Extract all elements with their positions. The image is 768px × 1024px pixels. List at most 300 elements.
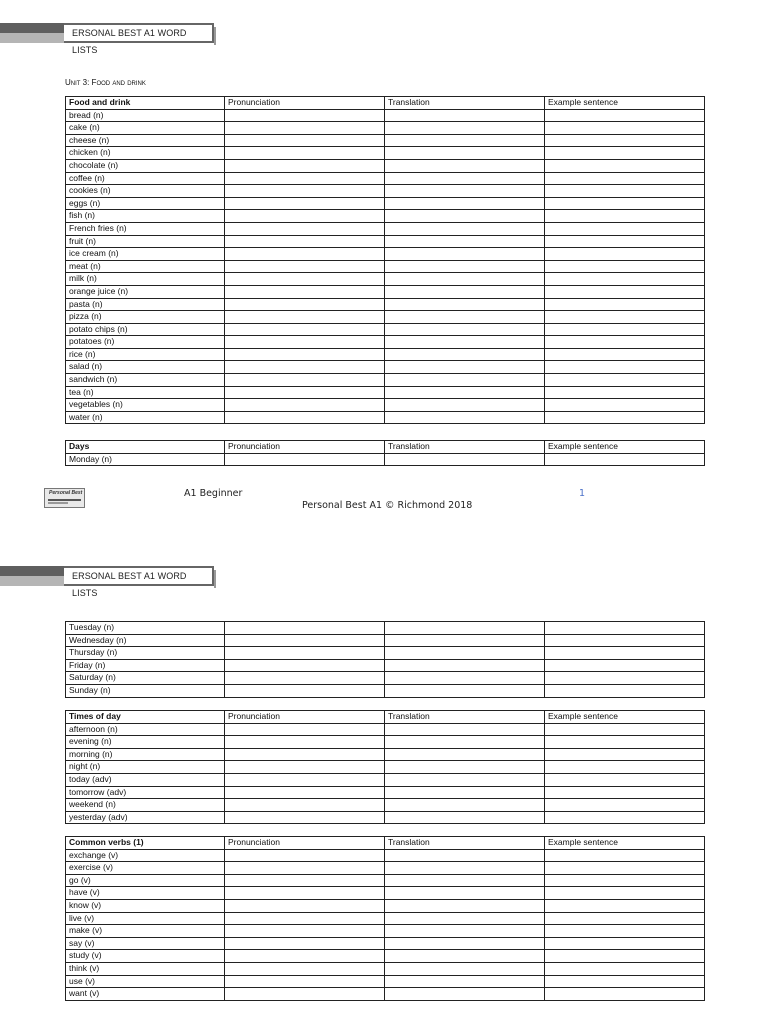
table-row	[66, 862, 705, 875]
word-cell: meat (n)	[66, 260, 225, 273]
pronunciation-cell[interactable]	[225, 659, 385, 672]
pronunciation-cell[interactable]	[225, 899, 385, 912]
pronunciation-cell[interactable]	[225, 975, 385, 988]
example-sentence-cell[interactable]	[545, 323, 705, 336]
table-row	[66, 453, 705, 466]
translation-cell[interactable]	[385, 975, 545, 988]
header-stripe-dark	[0, 566, 64, 576]
translation-cell[interactable]	[385, 386, 545, 399]
example-sentence-cell[interactable]	[545, 298, 705, 311]
example-sentence-cell[interactable]	[545, 988, 705, 1001]
table-row	[66, 799, 705, 812]
example-sentence-cell[interactable]	[545, 811, 705, 824]
pronunciation-cell[interactable]	[225, 374, 385, 387]
example-sentence-cell[interactable]	[545, 723, 705, 736]
example-sentence-cell[interactable]	[545, 336, 705, 349]
translation-cell[interactable]	[385, 647, 545, 660]
table-row	[66, 786, 705, 799]
table-row	[66, 811, 705, 824]
translation-cell[interactable]	[385, 399, 545, 412]
translation-cell[interactable]	[385, 773, 545, 786]
pronunciation-cell[interactable]	[225, 988, 385, 1001]
translation-cell[interactable]	[385, 147, 545, 160]
translation-cell[interactable]	[385, 684, 545, 697]
translation-cell[interactable]	[385, 799, 545, 812]
translation-cell[interactable]	[385, 273, 545, 286]
translation-cell[interactable]	[385, 134, 545, 147]
table-row	[66, 197, 705, 210]
table-row	[66, 248, 705, 261]
example-sentence-cell[interactable]	[545, 374, 705, 387]
translation-cell[interactable]	[385, 723, 545, 736]
translation-cell[interactable]	[385, 874, 545, 887]
pronunciation-cell[interactable]	[225, 862, 385, 875]
word-cell: morning (n)	[66, 748, 225, 761]
header-stripe-light	[0, 576, 64, 586]
translation-cell[interactable]	[385, 988, 545, 1001]
word-cell: Wednesday (n)	[66, 634, 225, 647]
pronunciation-cell[interactable]	[225, 172, 385, 185]
example-sentence-cell[interactable]	[545, 210, 705, 223]
example-sentence-cell[interactable]	[545, 185, 705, 198]
table-row	[66, 736, 705, 749]
table-row	[66, 122, 705, 135]
pronunciation-cell[interactable]	[225, 311, 385, 324]
pronunciation-cell[interactable]	[225, 874, 385, 887]
word-cell: tomorrow (adv)	[66, 786, 225, 799]
translation-cell[interactable]	[385, 122, 545, 135]
example-sentence-cell[interactable]	[545, 912, 705, 925]
table-row	[66, 672, 705, 685]
translation-cell[interactable]	[385, 222, 545, 235]
example-sentence-cell[interactable]	[545, 197, 705, 210]
table-heading: Days	[66, 441, 225, 454]
word-cell: have (v)	[66, 887, 225, 900]
translation-cell[interactable]	[385, 811, 545, 824]
table-header-row	[66, 837, 705, 850]
example-sentence-cell[interactable]	[545, 260, 705, 273]
pronunciation-cell[interactable]	[225, 799, 385, 812]
word-cell: evening (n)	[66, 736, 225, 749]
example-sentence-cell[interactable]	[545, 937, 705, 950]
word-cell: pasta (n)	[66, 298, 225, 311]
footer-level: A1 Beginner	[184, 488, 243, 499]
word-cell: Friday (n)	[66, 659, 225, 672]
translation-cell[interactable]	[385, 786, 545, 799]
word-cell: coffee (n)	[66, 172, 225, 185]
table-row	[66, 348, 705, 361]
pronunciation-cell[interactable]	[225, 723, 385, 736]
example-sentence-cell[interactable]	[545, 134, 705, 147]
word-cell: pizza (n)	[66, 311, 225, 324]
word-cell: make (v)	[66, 925, 225, 938]
word-cell: ice cream (n)	[66, 248, 225, 261]
header-title: ERSONAL BEST A1 WORD LISTS	[64, 23, 214, 43]
word-cell: exchange (v)	[66, 849, 225, 862]
table-row	[66, 386, 705, 399]
table-row	[66, 647, 705, 660]
example-sentence-cell[interactable]	[545, 736, 705, 749]
table-row	[66, 411, 705, 424]
table-row	[66, 222, 705, 235]
translation-header: Translation	[385, 837, 545, 850]
word-cell: Sunday (n)	[66, 684, 225, 697]
translation-cell[interactable]	[385, 622, 545, 635]
example-sentence-cell[interactable]	[545, 849, 705, 862]
word-cell: potato chips (n)	[66, 323, 225, 336]
example-sentence-cell[interactable]	[545, 147, 705, 160]
translation-cell[interactable]	[385, 197, 545, 210]
table-row	[66, 260, 705, 273]
word-cell: Thursday (n)	[66, 647, 225, 660]
table-row	[66, 748, 705, 761]
translation-cell[interactable]	[385, 962, 545, 975]
translation-header: Translation	[385, 711, 545, 724]
translation-cell[interactable]	[385, 887, 545, 900]
table-row	[66, 849, 705, 862]
example-sentence-cell[interactable]	[545, 248, 705, 261]
table-row	[66, 185, 705, 198]
example-sentence-cell[interactable]	[545, 109, 705, 122]
example-sentence-cell[interactable]	[545, 399, 705, 412]
word-cell: fish (n)	[66, 210, 225, 223]
translation-cell[interactable]	[385, 248, 545, 261]
word-cell: rice (n)	[66, 348, 225, 361]
pronunciation-cell[interactable]	[225, 159, 385, 172]
days-continued-table	[65, 621, 705, 698]
word-cell: night (n)	[66, 761, 225, 774]
pronunciation-header: Pronunciation	[225, 837, 385, 850]
table-row	[66, 374, 705, 387]
table-row	[66, 134, 705, 147]
table-row	[66, 399, 705, 412]
translation-cell[interactable]	[385, 348, 545, 361]
pronunciation-cell[interactable]	[225, 248, 385, 261]
page-header	[0, 566, 768, 598]
pronunciation-cell[interactable]	[225, 849, 385, 862]
table-header-row	[66, 97, 705, 110]
table-row	[66, 159, 705, 172]
pronunciation-cell[interactable]	[225, 937, 385, 950]
pronunciation-cell[interactable]	[225, 109, 385, 122]
translation-cell[interactable]	[385, 210, 545, 223]
pronunciation-cell[interactable]	[225, 147, 385, 160]
times-of-day-table	[65, 710, 705, 824]
example-sentence-cell[interactable]	[545, 122, 705, 135]
pronunciation-cell[interactable]	[225, 736, 385, 749]
example-sentence-cell[interactable]	[545, 761, 705, 774]
table-row	[66, 172, 705, 185]
word-cell: think (v)	[66, 962, 225, 975]
table-row	[66, 659, 705, 672]
pronunciation-cell[interactable]	[225, 134, 385, 147]
example-sentence-header: Example sentence	[545, 97, 705, 110]
table-row	[66, 235, 705, 248]
word-cell: use (v)	[66, 975, 225, 988]
translation-cell[interactable]	[385, 159, 545, 172]
example-sentence-cell[interactable]	[545, 235, 705, 248]
pronunciation-cell[interactable]	[225, 950, 385, 963]
translation-cell[interactable]	[385, 374, 545, 387]
table-heading: Common verbs (1)	[66, 837, 225, 850]
word-cell: Tuesday (n)	[66, 622, 225, 635]
pronunciation-cell[interactable]	[225, 684, 385, 697]
pronunciation-cell[interactable]	[225, 285, 385, 298]
footer-page-number: 1	[579, 488, 586, 499]
word-cell: live (v)	[66, 912, 225, 925]
word-cell: study (v)	[66, 950, 225, 963]
pronunciation-cell[interactable]	[225, 887, 385, 900]
pronunciation-cell[interactable]	[225, 647, 385, 660]
example-sentence-cell[interactable]	[545, 950, 705, 963]
word-cell: weekend (n)	[66, 799, 225, 812]
pronunciation-cell[interactable]	[225, 622, 385, 635]
example-sentence-cell[interactable]	[545, 622, 705, 635]
pronunciation-cell[interactable]	[225, 361, 385, 374]
table-row	[66, 874, 705, 887]
example-sentence-header: Example sentence	[545, 441, 705, 454]
word-cell: yesterday (adv)	[66, 811, 225, 824]
table-row	[66, 975, 705, 988]
table-row	[66, 723, 705, 736]
example-sentence-cell[interactable]	[545, 273, 705, 286]
word-cell: cake (n)	[66, 122, 225, 135]
word-cell: fruit (n)	[66, 235, 225, 248]
word-cell: Saturday (n)	[66, 672, 225, 685]
word-cell: bread (n)	[66, 109, 225, 122]
translation-cell[interactable]	[385, 950, 545, 963]
word-cell: French fries (n)	[66, 222, 225, 235]
pronunciation-cell[interactable]	[225, 222, 385, 235]
translation-cell[interactable]	[385, 361, 545, 374]
example-sentence-header: Example sentence	[545, 837, 705, 850]
translation-cell[interactable]	[385, 411, 545, 424]
pronunciation-cell[interactable]	[225, 386, 385, 399]
translation-cell[interactable]	[385, 311, 545, 324]
pronunciation-cell[interactable]	[225, 298, 385, 311]
word-cell: chocolate (n)	[66, 159, 225, 172]
table-row	[66, 361, 705, 374]
days-table	[65, 440, 705, 466]
translation-cell[interactable]	[385, 235, 545, 248]
example-sentence-cell[interactable]	[545, 672, 705, 685]
example-sentence-cell[interactable]	[545, 975, 705, 988]
table-row	[66, 925, 705, 938]
word-cell: cheese (n)	[66, 134, 225, 147]
pronunciation-cell[interactable]	[225, 411, 385, 424]
pronunciation-cell[interactable]	[225, 235, 385, 248]
table-row	[66, 311, 705, 324]
translation-cell[interactable]	[385, 634, 545, 647]
example-sentence-cell[interactable]	[545, 887, 705, 900]
translation-cell[interactable]	[385, 659, 545, 672]
translation-cell[interactable]	[385, 672, 545, 685]
pronunciation-cell[interactable]	[225, 672, 385, 685]
pronunciation-cell[interactable]	[225, 336, 385, 349]
table-row	[66, 761, 705, 774]
pronunciation-cell[interactable]	[225, 122, 385, 135]
table-heading: Times of day	[66, 711, 225, 724]
translation-header: Translation	[385, 441, 545, 454]
word-cell: tea (n)	[66, 386, 225, 399]
logo-text: Personal Best	[49, 490, 83, 496]
example-sentence-cell[interactable]	[545, 748, 705, 761]
translation-cell[interactable]	[385, 109, 545, 122]
table-row	[66, 937, 705, 950]
table-row	[66, 912, 705, 925]
word-cell: salad (n)	[66, 361, 225, 374]
word-cell: orange juice (n)	[66, 285, 225, 298]
example-sentence-cell[interactable]	[545, 386, 705, 399]
pronunciation-header: Pronunciation	[225, 97, 385, 110]
translation-cell[interactable]	[385, 453, 545, 466]
word-cell: potatoes (n)	[66, 336, 225, 349]
table-row	[66, 899, 705, 912]
common-verbs-table	[65, 836, 705, 1001]
pronunciation-cell[interactable]	[225, 260, 385, 273]
table-row	[66, 336, 705, 349]
pronunciation-cell[interactable]	[225, 912, 385, 925]
translation-cell[interactable]	[385, 285, 545, 298]
header-stripe-dark	[0, 23, 64, 33]
word-cell: know (v)	[66, 899, 225, 912]
word-cell: say (v)	[66, 937, 225, 950]
table-header-row	[66, 711, 705, 724]
table-row	[66, 634, 705, 647]
pronunciation-cell[interactable]	[225, 197, 385, 210]
pronunciation-cell[interactable]	[225, 811, 385, 824]
table-row	[66, 147, 705, 160]
pronunciation-cell[interactable]	[225, 348, 385, 361]
pronunciation-cell[interactable]	[225, 786, 385, 799]
pronunciation-header: Pronunciation	[225, 711, 385, 724]
translation-cell[interactable]	[385, 323, 545, 336]
example-sentence-cell[interactable]	[545, 172, 705, 185]
table-row	[66, 109, 705, 122]
word-cell: Monday (n)	[66, 453, 225, 466]
example-sentence-cell[interactable]	[545, 634, 705, 647]
pronunciation-cell[interactable]	[225, 773, 385, 786]
table-header-row	[66, 441, 705, 454]
word-cell: eggs (n)	[66, 197, 225, 210]
table-row	[66, 298, 705, 311]
example-sentence-cell[interactable]	[545, 453, 705, 466]
pronunciation-cell[interactable]	[225, 399, 385, 412]
example-sentence-cell[interactable]	[545, 862, 705, 875]
word-cell: today (adv)	[66, 773, 225, 786]
translation-cell[interactable]	[385, 761, 545, 774]
example-sentence-header: Example sentence	[545, 711, 705, 724]
word-cell: cookies (n)	[66, 185, 225, 198]
translation-cell[interactable]	[385, 260, 545, 273]
table-heading: Food and drink	[66, 97, 225, 110]
word-cell: go (v)	[66, 874, 225, 887]
pronunciation-cell[interactable]	[225, 962, 385, 975]
translation-cell[interactable]	[385, 736, 545, 749]
table-row	[66, 273, 705, 286]
example-sentence-cell[interactable]	[545, 925, 705, 938]
table-row	[66, 962, 705, 975]
translation-cell[interactable]	[385, 748, 545, 761]
footer-copyright: Personal Best A1 © Richmond 2018	[302, 500, 473, 511]
translation-cell[interactable]	[385, 298, 545, 311]
pronunciation-cell[interactable]	[225, 210, 385, 223]
translation-cell[interactable]	[385, 336, 545, 349]
pronunciation-cell[interactable]	[225, 634, 385, 647]
example-sentence-cell[interactable]	[545, 684, 705, 697]
header-stripe-light	[0, 33, 64, 43]
word-cell: exercise (v)	[66, 862, 225, 875]
table-row	[66, 950, 705, 963]
pronunciation-header: Pronunciation	[225, 441, 385, 454]
translation-cell[interactable]	[385, 185, 545, 198]
header-title: ERSONAL BEST A1 WORD LISTS	[64, 566, 214, 586]
translation-cell[interactable]	[385, 172, 545, 185]
translation-cell[interactable]	[385, 912, 545, 925]
word-cell: vegetables (n)	[66, 399, 225, 412]
example-sentence-cell[interactable]	[545, 799, 705, 812]
personal-best-logo	[44, 488, 85, 508]
table-row	[66, 323, 705, 336]
translation-cell[interactable]	[385, 849, 545, 862]
example-sentence-cell[interactable]	[545, 659, 705, 672]
example-sentence-cell[interactable]	[545, 311, 705, 324]
table-row	[66, 622, 705, 635]
food-and-drink-table	[65, 96, 705, 424]
pronunciation-cell[interactable]	[225, 925, 385, 938]
example-sentence-cell[interactable]	[545, 159, 705, 172]
example-sentence-cell[interactable]	[545, 361, 705, 374]
pronunciation-cell[interactable]	[225, 453, 385, 466]
pronunciation-cell[interactable]	[225, 748, 385, 761]
page-header	[0, 23, 768, 55]
example-sentence-cell[interactable]	[545, 411, 705, 424]
word-cell: sandwich (n)	[66, 374, 225, 387]
example-sentence-cell[interactable]	[545, 773, 705, 786]
table-row	[66, 887, 705, 900]
word-cell: chicken (n)	[66, 147, 225, 160]
example-sentence-cell[interactable]	[545, 348, 705, 361]
example-sentence-cell[interactable]	[545, 962, 705, 975]
table-row	[66, 773, 705, 786]
example-sentence-cell[interactable]	[545, 899, 705, 912]
word-cell: milk (n)	[66, 273, 225, 286]
translation-cell[interactable]	[385, 899, 545, 912]
table-row	[66, 285, 705, 298]
table-row	[66, 684, 705, 697]
translation-cell[interactable]	[385, 925, 545, 938]
unit-title: Unit 3: Food and drink	[65, 78, 146, 87]
translation-cell[interactable]	[385, 937, 545, 950]
pronunciation-cell[interactable]	[225, 761, 385, 774]
word-cell: water (n)	[66, 411, 225, 424]
table-row	[66, 988, 705, 1001]
example-sentence-cell[interactable]	[545, 285, 705, 298]
word-cell: afternoon (n)	[66, 723, 225, 736]
translation-cell[interactable]	[385, 862, 545, 875]
pronunciation-cell[interactable]	[225, 185, 385, 198]
example-sentence-cell[interactable]	[545, 874, 705, 887]
translation-header: Translation	[385, 97, 545, 110]
example-sentence-cell[interactable]	[545, 647, 705, 660]
page-2	[0, 543, 768, 1024]
example-sentence-cell[interactable]	[545, 222, 705, 235]
table-row	[66, 210, 705, 223]
example-sentence-cell[interactable]	[545, 786, 705, 799]
pronunciation-cell[interactable]	[225, 273, 385, 286]
pronunciation-cell[interactable]	[225, 323, 385, 336]
word-cell: want (v)	[66, 988, 225, 1001]
